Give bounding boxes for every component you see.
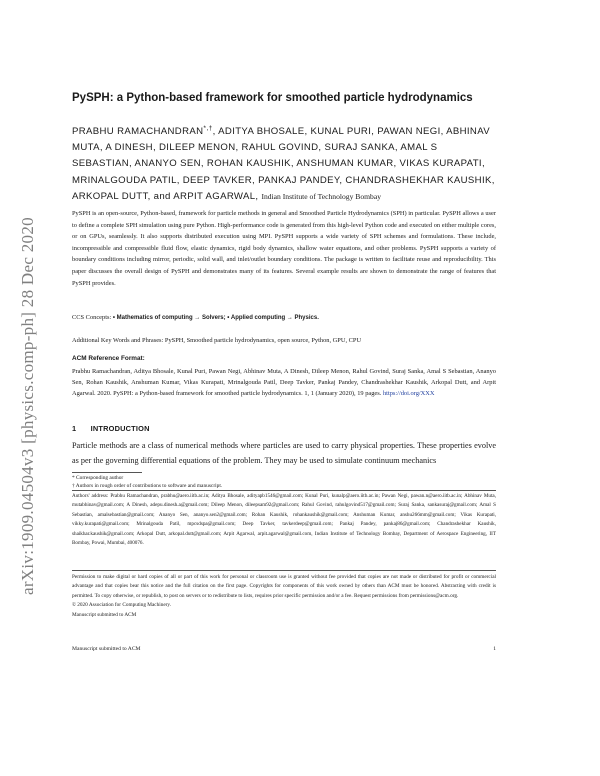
copyright-line: © 2020 Association for Computing Machinery. — [72, 602, 172, 609]
footnote-rule — [72, 472, 142, 473]
acm-reference — [72, 366, 496, 400]
footnote-corresponding: * Corresponding author — [72, 475, 124, 481]
section-title: INTRODUCTION — [90, 424, 150, 433]
ccs-concepts — [72, 312, 496, 324]
ccs-concepts-list: • Mathematics of computing → Solvers; • Applied computing → Physics. — [112, 315, 319, 321]
authors-text: PRABHU RAMACHANDRAN*,†, ADITYA BHOSALE, KUNAL PURI, PAWAN NEGI, ABHINAV MUTA, A DINESH, DILEEP MENON, RAHUL GOVIND, SURAJ SANKA, AMAL S SEBASTIAN, ANANYO SEN, ROHAN KAUSHIK, ANSHUMAN KUMAR, VIKAS KURAPATI, MRINALGOUDA PATIL, DEEP TAVKER, PANKAJ PANDEY, CHANDRASHEKHAR KAUSHIK, ARKOPAL DUTT, and ARPIT AGARWAL, — [72, 124, 495, 202]
address-rule — [72, 490, 496, 491]
footnotes — [72, 474, 496, 490]
author-markers: *,† — [203, 124, 213, 132]
paper-title: PySPH: a Python-based framework for smoothed particle hydrodynamics — [72, 92, 473, 104]
section-number: 1 — [72, 424, 77, 433]
keywords — [72, 335, 496, 346]
submitted-line: Manuscript submitted to ACM — [72, 611, 137, 618]
permission-block — [72, 573, 496, 620]
intro-paragraph: Particle methods are a class of numerical methods where particles are used to carry physical properties. These properties evolve as per the governing differential equations of the problem. They may be used to simulate continuum mechanics — [72, 441, 496, 465]
acm-reference-heading: ACM Reference Format: — [72, 355, 145, 362]
keywords-label: Additional Key Words and Phrases: — [72, 337, 164, 344]
doi-link[interactable]: https://doi.org/XXX — [382, 390, 435, 398]
permission-text: Permission to make digital or hard copies of all or part of this work for personal or classroom use is granted without fee provided that copies are not made or distributed for profit or commercial advantage and that copies bear this notice and the full citation on the first page. Copyrights for components of this work owned by others than ACM must be honored. Abstracting with credit is permitted. To copy otherwise, or republish, to post on servers or to redistribute to lists, requires prior specific permission and/or a fee. Request permissions from permissions@acm.org. — [72, 574, 496, 599]
ccs-label: CCS Concepts: — [72, 314, 112, 321]
keywords-list: PySPH, Smoothed particle hydrodynamics, open source, Python, GPU, CPU — [164, 337, 362, 344]
footer-left: Manuscript submitted to ACM — [72, 646, 141, 652]
abstract: PySPH is an open-source, Python-based, framework for particle methods in general and Smoothed Particle Hydrodynamics (SPH) in particular. PySPH allows a user to define a complete SPH simulation using pure Python. High-performance code is generated from this high-level Python code and executed on either multiple cores, or on GPUs, seamlessly. It also supports distributed execution using MPI. PySPH supports a wide variety of SPH schemes and formulations. These include, incompressible and compressible fluid flow, elastic dynamics, rigid body dynamics, shallow water equations, and other problems. PySPH supports a variety of boundary conditions including mirror, periodic, solid wall, and inlet/outlet boundary conditions. The package is written to facilitate reuse and reproducibility. This paper discusses the overall design of PySPH and demonstrates many of its features. Several example results are shown to demonstrate the range of features that PySPH provides. — [72, 210, 496, 287]
affiliation: Indian Institute of Technology Bombay — [261, 191, 381, 201]
acm-reference-text: Prabhu Ramachandran, Aditya Bhosale, Kunal Puri, Pawan Negi, Abhinav Muta, A Dinesh, Dileep Menon, Rahul Govind, Suraj Sanka, Amal S Sebastian, Ananyo Sen, Rohan Kaushik, Anshuman Kumar, Vikas Kurapati, Mrinalgouda Patil, Deep Tavker, Pankaj Pandey, Chandrashekhar Kaushik, Arkopal Dutt, and Arpit Agarwal. 2020. PySPH: a Python-based framework for smoothed particle hydrodynamics. 1, 1 (January 2020), 19 pages. — [72, 368, 496, 398]
author-list — [72, 124, 496, 205]
permission-rule — [72, 570, 496, 571]
footnote-order: † Authors in rough order of contributions to software and manuscript. — [72, 483, 223, 489]
author-addresses: Authors' address: Prabhu Ramachandran, prabhu@aero.iitb.ac.in; Aditya Bhosale, adityapb1546@gmail.com; Kunal Puri, kunalp@aero.iitb.ac.in; Pawan Negi, pawan.n@aero.iitb.ac.in; Abhinav Muta, mutabhinav@gmail.com; A Dinesh, adepu.dinesh.a@gmail.com; Dileep Menon, dileepsam92@gmail.com; Rahul Govind, rahulgovind517@gmail.com; Suraj Sanka, sankasuraj@gmail.com; Amal S Sebastian, amalsebastian@gmail.com; Ananyo Sen, ananyo.sen2@gmail.com; Rohan Kaushik, rohankaushik@gmail.com; Anshuman Kumar, anshu266mm@gmail.com; Vikas Kurapati, vikky.kurapati@gmail.com; Mrinalgouda Patil, mpcsdspa@gmail.com; Deep Tavker, tavkerdeep@gmail.com; Pankaj Pandey, pankaj86@gmail.com; Chandrashekhar Kaushik, shaikhar.kaushik@gmail.com; Arkopal Dutt, arkopal.dutt@gmail.com; Arpit Agarwal, arpit.agarwal@gmail.com, Indian Institute of Technology Bombay, Department of Aerospace Engineering, IIT Bombay, Powai, Mumbai, 400076. — [72, 493, 496, 547]
section-heading — [72, 424, 150, 433]
arxiv-stamp: arXiv:1909.04504v3 [physics.comp-ph] 28 Dec 2020 — [18, 217, 37, 595]
page-number: 1 — [493, 646, 496, 652]
